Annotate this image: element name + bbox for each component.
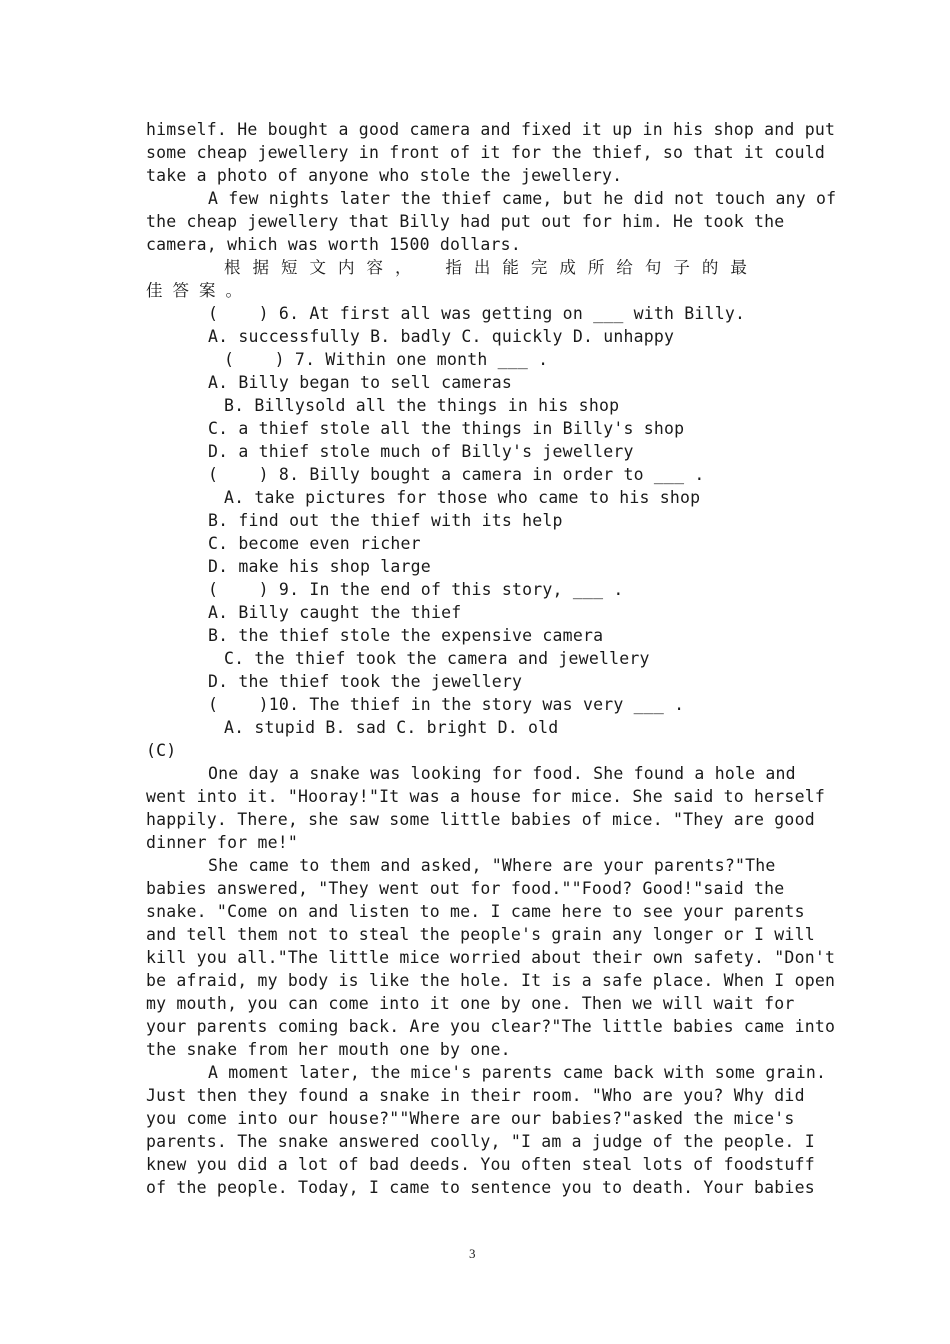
- text-line: the snake from her mouth one by one.: [146, 1040, 511, 1059]
- section-heading: (C): [146, 741, 177, 760]
- text-line: A few nights later the thief came, but he did not touch any of: [208, 189, 837, 208]
- text-line: of the people. Today, I came to sentence you to death. Your babies: [146, 1178, 815, 1197]
- text-line: camera, which was worth 1500 dollars.: [146, 235, 521, 254]
- option-line: C. become even richer: [208, 534, 421, 553]
- text-line: A moment later, the mice's parents came back with some grain.: [208, 1063, 827, 1082]
- option-line: D. the thief took the jewellery: [208, 672, 523, 691]
- text-line: take a photo of anyone who stole the jewellery.: [146, 166, 623, 185]
- text-line: parents. The snake answered coolly, "I am a judge of the people. I: [146, 1132, 815, 1151]
- option-line: A. Billy caught the thief: [208, 603, 462, 622]
- text-line: One day a snake was looking for food. She found a hole and: [208, 764, 796, 783]
- question-line: ( ) 7. Within one month ___ .: [224, 350, 549, 369]
- text-line: you come into our house?""Where are our babies?"asked the mice's: [146, 1109, 795, 1128]
- question-line: ( ) 9. In the end of this story, ___ .: [208, 580, 624, 599]
- option-line: A. take pictures for those who came to his shop: [224, 488, 701, 507]
- option-line: B. the thief stole the expensive camera: [208, 626, 604, 645]
- text-line: She came to them and asked, "Where are your parents?"The: [208, 856, 776, 875]
- question-line: ( ) 8. Billy bought a camera in order to ___ .: [208, 465, 705, 484]
- text-line: Just then they found a snake in their room. "Who are you? Why did: [146, 1086, 805, 1105]
- option-line: D. a thief stole much of Billy's jewellery: [208, 442, 634, 461]
- option-line: A. stupid B. sad C. bright D. old: [224, 718, 559, 737]
- option-line: A. successfully B. badly C. quickly D. unhappy: [208, 327, 675, 346]
- text-line: went into it. "Hooray!"It was a house for mice. She said to herself: [146, 787, 825, 806]
- text-line: be afraid, my body is like the hole. It is a safe place. When I open: [146, 971, 836, 990]
- page-number: 3: [469, 1246, 476, 1261]
- option-line: C. the thief took the camera and jewellery: [224, 649, 650, 668]
- instruction-line: 根据短文内容， 指出能完成所给句子的最: [224, 258, 759, 277]
- option-line: B. Billysold all the things in his shop: [224, 396, 620, 415]
- question-line: ( )10. The thief in the story was very ___ .: [208, 695, 685, 714]
- text-line: your parents coming back. Are you clear?"The little babies came into: [146, 1017, 836, 1036]
- option-line: A. Billy began to sell cameras: [208, 373, 513, 392]
- text-line: my mouth, you can come into it one by one. Then we will wait for: [146, 994, 795, 1013]
- text-line: happily. There, she saw some little babies of mice. "They are good: [146, 810, 815, 829]
- instruction-line: 佳答案。: [146, 281, 252, 300]
- text-line: himself. He bought a good camera and fixed it up in his shop and put: [146, 120, 836, 139]
- text-line: babies answered, "They went out for food.""Food? Good!"said the: [146, 879, 785, 898]
- text-line: and tell them not to steal the people's grain any longer or I will: [146, 925, 815, 944]
- option-line: C. a thief stole all the things in Billy's shop: [208, 419, 685, 438]
- text-line: some cheap jewellery in front of it for the thief, so that it could: [146, 143, 825, 162]
- text-line: dinner for me!": [146, 833, 299, 852]
- option-line: B. find out the thief with its help: [208, 511, 563, 530]
- text-line: knew you did a lot of bad deeds. You often steal lots of foodstuff: [146, 1155, 815, 1174]
- option-line: D. make his shop large: [208, 557, 431, 576]
- text-line: kill you all."The little mice worried about their own safety. "Don't: [146, 948, 836, 967]
- question-line: ( ) 6. At first all was getting on ___ with Billy.: [208, 304, 746, 323]
- text-line: the cheap jewellery that Billy had put out for him. He took the: [146, 212, 785, 231]
- text-line: snake. "Come on and listen to me. I came here to see your parents: [146, 902, 805, 921]
